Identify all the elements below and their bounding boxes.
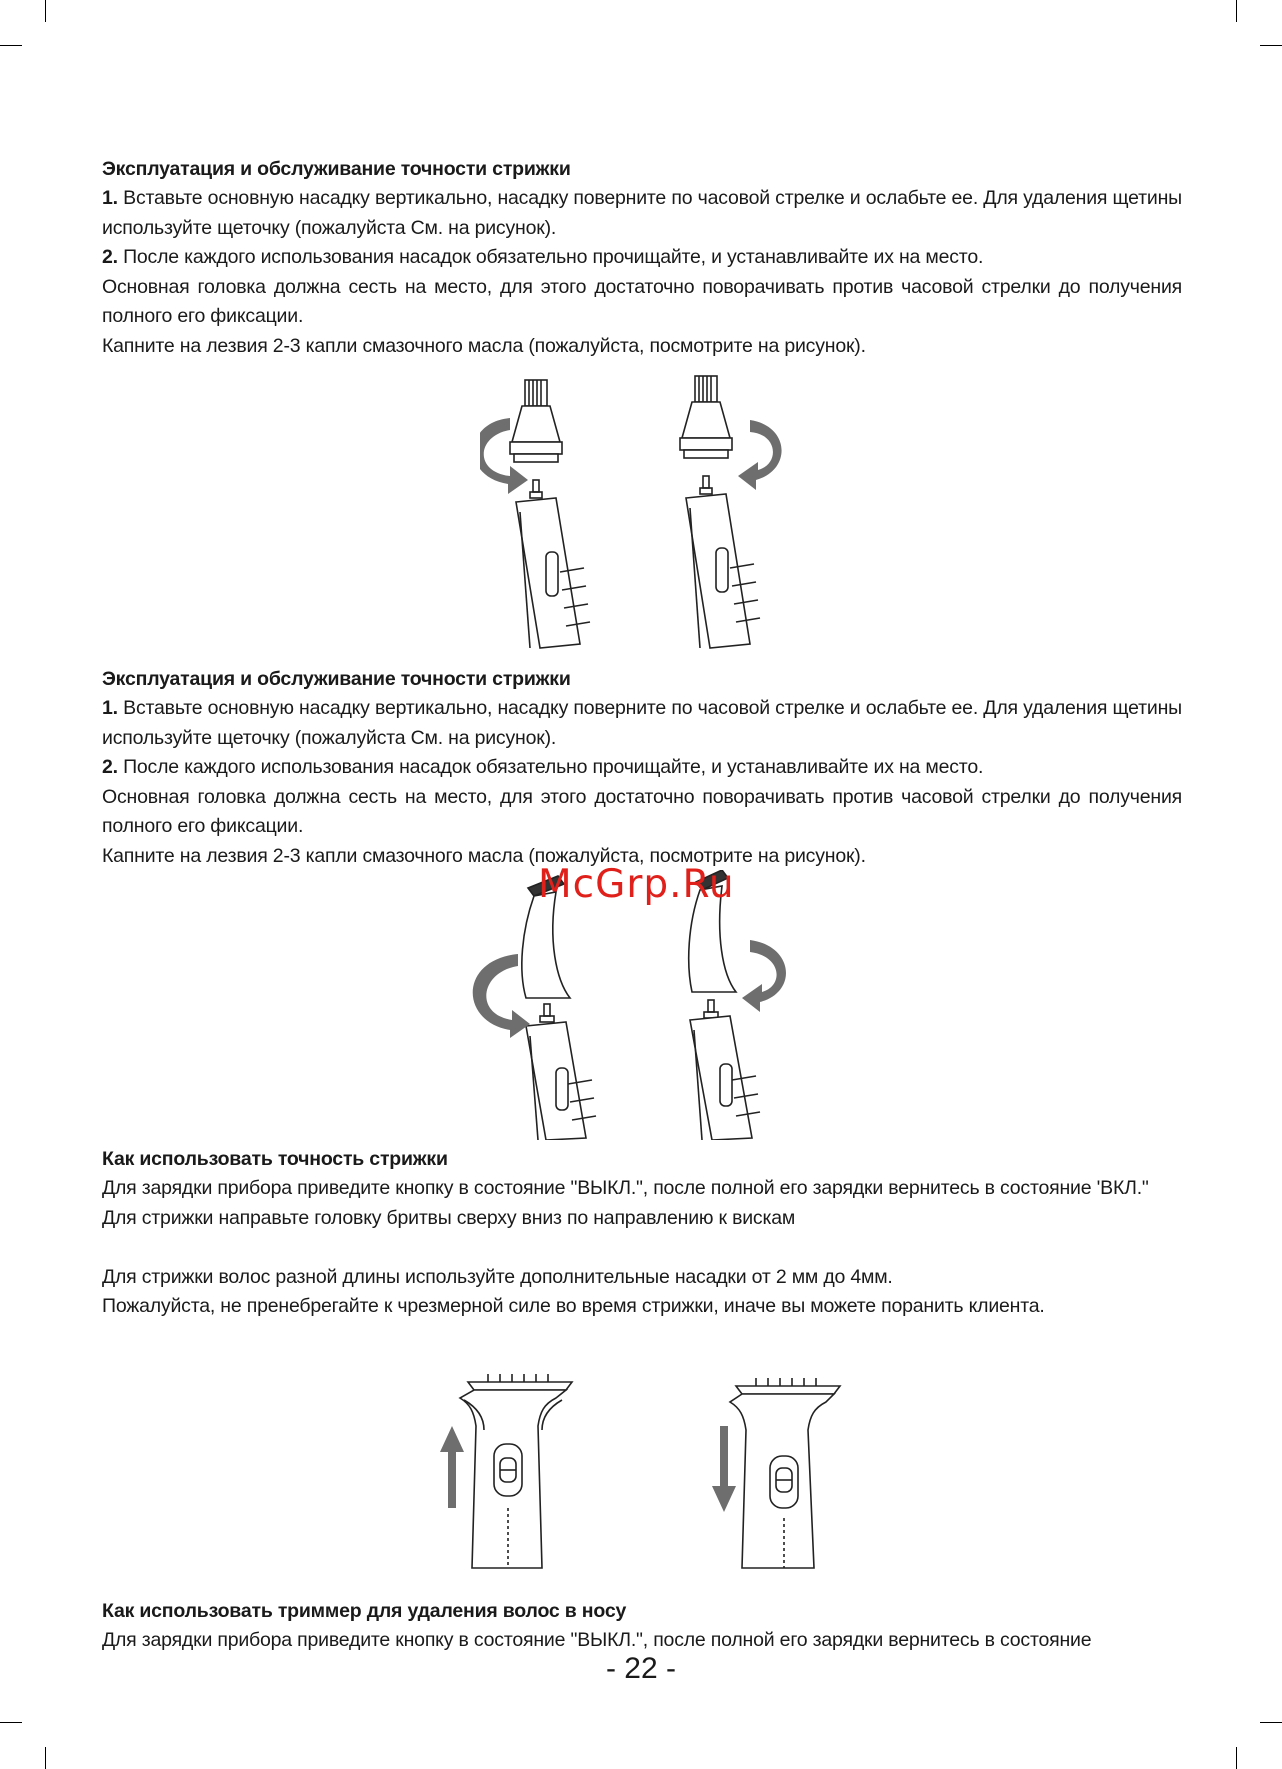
- section-2: [102, 665, 1182, 871]
- paragraph: Основная головка должна сесть на место, для этого достаточно поворачивать против часовой стрелки до получения полного его фиксации.: [102, 785, 1182, 837]
- section-4: [102, 1597, 1182, 1656]
- arrow-down-icon: [712, 1426, 736, 1512]
- trimmer-head-left-icon: [510, 380, 562, 462]
- rotate-clockwise-arrow-icon: [742, 940, 786, 1012]
- paragraph: Для зарядки прибора приведите кнопку в состояние "ВЫКЛ.", после полной его зарядки вернитесь в состояние: [102, 1629, 1092, 1651]
- trimmer-body-right-icon: [686, 476, 760, 648]
- trimmer-left-icon: [460, 1374, 572, 1568]
- crop-mark: [1260, 1722, 1282, 1723]
- paragraph: Для стрижки волос разной длины используйте дополнительные насадки от 2 мм до 4мм.: [102, 1265, 893, 1288]
- paragraph: Капните на лезвия 2-3 капли смазочного масла (пожалуйста, посмотрите на рисунок).: [102, 334, 866, 357]
- step-1: [102, 184, 1182, 243]
- step-2: [102, 753, 1182, 783]
- trimmer-body-left-icon: [526, 1004, 596, 1140]
- paragraph: Основная головка должна сесть на место, для этого достаточно поворачивать против часовой стрелки до получения полного его фиксации.: [102, 275, 1182, 327]
- rotate-clockwise-arrow-icon: [738, 420, 782, 490]
- section-heading: Как использовать триммер для удаления волос в носу: [102, 1600, 627, 1622]
- step-text: После каждого использования насадок обязательно прочищайте, и устанавливайте их на место.: [117, 246, 984, 268]
- step-text: Вставьте основную насадку вертикально, насадку поверните по часовой стрелке и ослабьте ее. Для удаления щетины используйте щеточку (пожалуйста См. на рисунок).: [102, 187, 1182, 239]
- paragraph: Для стрижки направьте головку бритвы сверху вниз по направлению к вискам: [102, 1206, 796, 1229]
- step-number: 2.: [102, 756, 118, 778]
- crop-mark: [0, 45, 22, 46]
- blank-line: [102, 1233, 1182, 1263]
- arrow-up-icon: [440, 1426, 464, 1508]
- section-3: [102, 1145, 1182, 1322]
- step-number: 2.: [102, 246, 118, 268]
- trimmer-body-left-icon: [516, 480, 590, 648]
- step-number: 1.: [102, 187, 118, 209]
- crop-mark: [45, 1747, 46, 1769]
- watermark: McGrp.Ru: [538, 862, 735, 907]
- trimmer-body-right-icon: [690, 1000, 760, 1140]
- step-text: После каждого использования насадок обязательно прочищайте, и устанавливайте их на место.: [117, 756, 984, 778]
- paragraph: Для зарядки прибора приведите кнопку в состояние "ВЫКЛ.", после полной его зарядки вернитесь в состояние 'ВКЛ.": [102, 1177, 1149, 1199]
- crop-mark: [45, 0, 46, 22]
- step-text: Вставьте основную насадку вертикально, насадку поверните по часовой стрелке и ослабьте ее. Для удаления щетины используйте щеточку (пожалуйста См. на рисунок).: [102, 697, 1182, 749]
- page-number: - 22 -: [605, 1652, 677, 1685]
- step-number: 1.: [102, 697, 118, 719]
- step-2: [102, 243, 1182, 273]
- nose-trimmer-figure: [480, 372, 810, 650]
- section-heading: Как использовать точность стрижки: [102, 1148, 448, 1170]
- trimmer-head-right-icon: [680, 376, 732, 458]
- section-heading: Эксплуатация и обслуживание точности стрижки: [102, 158, 571, 180]
- trimming-direction-figure: [440, 1368, 860, 1573]
- precision-trimmer-figure: [460, 870, 810, 1140]
- crop-mark: [1236, 1747, 1237, 1769]
- step-1: [102, 694, 1182, 753]
- crop-mark: [1260, 45, 1282, 46]
- crop-mark: [0, 1722, 22, 1723]
- section-1: [102, 155, 1182, 361]
- crop-mark: [1236, 0, 1237, 22]
- trimmer-right-icon: [730, 1378, 840, 1568]
- section-heading: Эксплуатация и обслуживание точности стрижки: [102, 668, 571, 690]
- paragraph: Пожалуйста, не пренебрегайте к чрезмерной силе во время стрижки, иначе вы можете поранить клиента.: [102, 1295, 1045, 1317]
- paragraph: Капните на лезвия 2-3 капли смазочного масла (пожалуйста, посмотрите на рисунок).: [102, 844, 866, 867]
